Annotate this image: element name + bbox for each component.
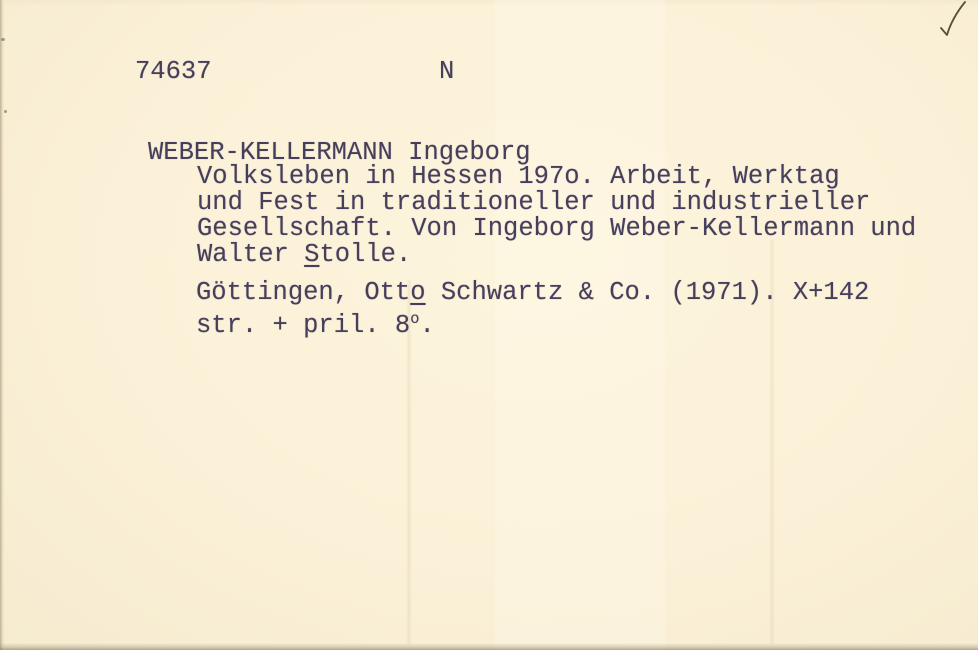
text-line: und Fest in traditioneller und industrieller <box>197 188 871 217</box>
text-line: Volksleben in Hessen 197o. Arbeit, Werktag <box>197 162 840 191</box>
text-line: str. + pril. 8$^o$. <box>196 310 435 340</box>
imprint-block <box>196 280 869 339</box>
card-bottom-edge <box>0 643 978 650</box>
section-letter: N <box>439 57 455 86</box>
text-line: Göttingen, Otto Schwartz & Co. (1971). X+142 <box>196 278 870 307</box>
paper-speck <box>1 38 5 41</box>
author-heading: WEBER-KELLERMANN Ingeborg <box>148 138 531 167</box>
text-line: Gesellschaft. Von Ingeborg Weber-Kellermann und <box>197 214 917 243</box>
paper-speck <box>4 110 7 113</box>
call-number: 74637 <box>135 57 212 86</box>
card-left-edge <box>0 0 3 650</box>
checkmark-icon <box>925 0 978 50</box>
title-block <box>197 164 916 268</box>
text-line: Walter Stolle. <box>197 240 412 269</box>
